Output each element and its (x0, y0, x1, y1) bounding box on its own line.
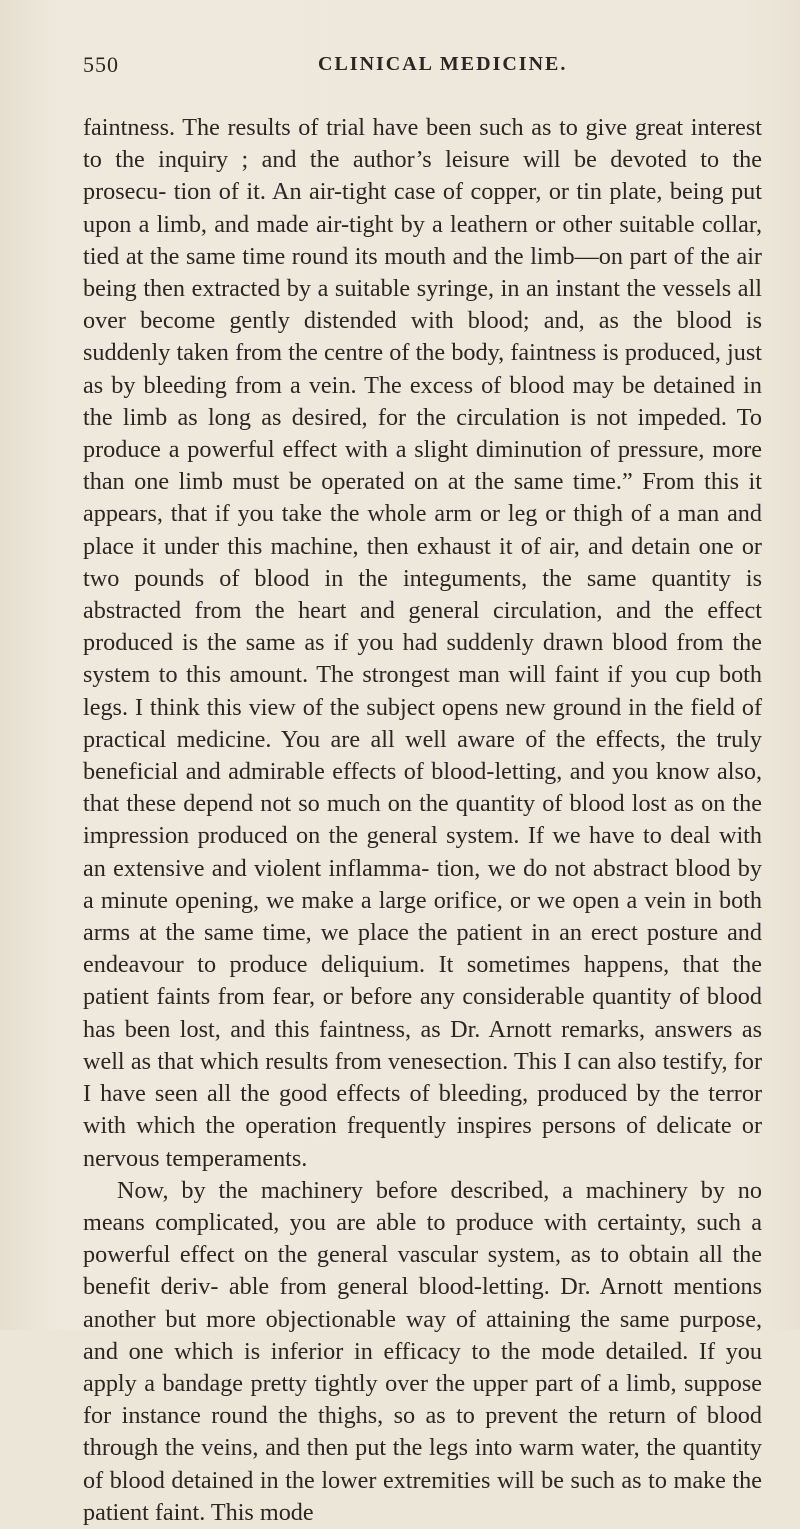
page-number: 550 (83, 52, 119, 77)
running-title: CLINICAL MEDICINE. (318, 53, 568, 75)
running-head (83, 52, 762, 82)
paragraph-continued: faintness. The results of trial have been such as to give great interest to the inquiry ; and the author’s leisure will be devoted to the prosecu- tion of it. An air-tight case of copper, or tin plate, being put upon a limb, and made air-tight by a leathern or other suitable collar, tied at the same time round its mouth and the limb—on part of the air being then extracted by a suitable syringe, in an instant the vessels all over become gently distended with blood; and, as the blood is suddenly taken from the centre of the body, faintness is produced, just as by bleeding from a vein. The excess of blood may be detained in the limb as long as desired, for the circulation is not impeded. To produce a powerful effect with a slight diminution of pressure, more than one limb must be operated on at the same time.” From this it appears, that if you take the whole arm or leg or thigh of a man and place it under this machine, then exhaust it of air, and detain one or two pounds of blood in the integuments, the same quantity is abstracted from the heart and general circulation, and the effect produced is the same as if you had suddenly drawn blood from the system to this amount. The strongest man will faint if you cup both legs. I think this view of the subject opens new ground in the field of practical medicine. You are all well aware of the effects, the truly beneficial and admirable effects of blood-letting, and you know also, that these depend not so much on the quantity of blood lost as on the impression produced on the general system. If we have to deal with an extensive and violent inflamma- tion, we do not abstract blood by a minute opening, we make a large orifice, or we open a vein in both arms at the same time, we place the patient in an erect posture and endeavour to produce deliquium. It sometimes happens, that the patient faints from fear, or before any considerable quantity of blood has been lost, and this faintness, as Dr. Arnott remarks, answers as well as that which results from venesection. This I can also testify, for I have seen all the good effects of bleeding, produced by the terror with which the operation frequently inspires persons of delicate or nervous temperaments. (83, 114, 762, 1172)
paragraph-new: Now, by the machinery before described, a machinery by no means complicated, you are able to produce with certainty, such a powerful effect on the general vascular system, as to obtain all the benefit deriv- able from general blood-letting. Dr. Arnott mentions another but more objectionable way of attaining the same purpose, and one which is inferior in efficacy to the mode detailed. If you apply a bandage pretty tightly over the upper part of a limb, suppose for instance round the thighs, so as to prevent the return of blood through the veins, and then put the legs into warm water, the quantity of blood detained in the lower extremities will be such as to make the patient faint. This mode (83, 1176, 762, 1526)
body-text (83, 112, 762, 1529)
